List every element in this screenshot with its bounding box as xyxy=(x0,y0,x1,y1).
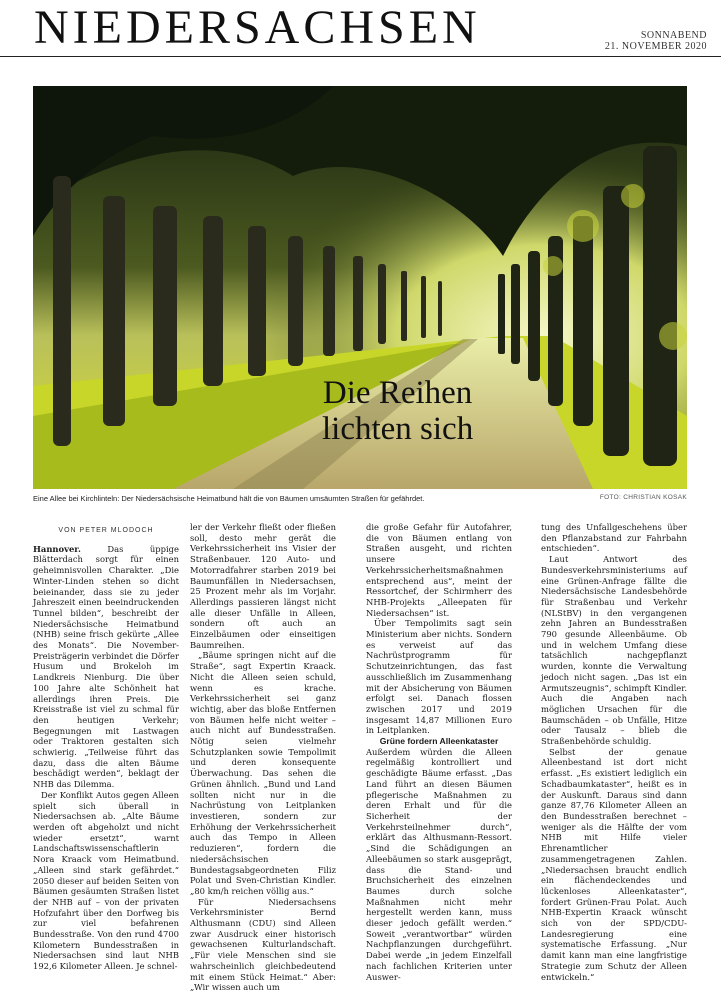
article-body xyxy=(33,522,687,993)
article-column-1 xyxy=(33,522,179,972)
paragraph: Für Niedersachsens Verkehrsminister Bernd Althusmann (CDU) sind Alleen zwar Ausdruck einer historisch gewachsenen Kulturlandschaft. „Für viele Menschen sind sie wahrscheinlich gleichbedeutend mit einem Stück Heimat.“ Aber: „Wir wissen auch um xyxy=(190,896,336,993)
article-column-3 xyxy=(366,522,512,982)
caption-row xyxy=(33,492,687,506)
byline: VON PETER MLODOCH xyxy=(58,527,154,534)
paragraph: Außerdem würden die Alleen regelmäßig kontrolliert und geschädigte Bäume erfasst. „Das Land führt an diesen Bäumen pflegerische Maßnahmen zu deren Erhalt und für die Sicherheit der Verkehrsteilnehmer durch“, erklärt das Althusmann-Ressort. „Sind die Schädigungen an Alleebäumen so stark ausgeprägt, dass die Stand- und Bruchsicherheit des einzelnen Baumes durch solche Maßnahmen nicht mehr hergestellt werden kann, muss dieser jedoch gefällt werden.“ Soweit „verantwortbar“ würden Nachpflanzungen durchgeführt. Dabei werde „in jedem Einzelfall nach fachlichen Kriterien unter Auswer- xyxy=(366,746,512,982)
paragraph: die große Gefahr für Autofahrer, die von Bäumen entlang von Straßen ausgeht, und richten unsere Verkehrssicherheitsmaßnahmen entsprechend aus“, meint der Ressortchef, der Schirmherr des NHB-Projekts „Alleepaten für Niedersachsen“ ist. xyxy=(366,522,512,618)
headline xyxy=(322,375,473,447)
photo-caption: Eine Allee bei Kirchlinteln: Der Niedersächsische Heimatbund hält die von Bäumen umsäumten Straßen für gefährdet. xyxy=(33,494,425,503)
issue-date-text: 21. NOVEMBER 2020 xyxy=(604,41,707,52)
paper-section-title: NIEDERSACHSEN xyxy=(34,1,481,54)
paragraph-text: Das üppige Blätterdach sorgt für einen geheimnisvollen Charakter. „Die Winter-Linden stehen so dicht beieinander, dass sie zu jeder Jahreszeit einen beeindruckenden Tunnel bilden“, beschreibt der Niedersächsische Heimatbund (NHB) seine frisch gekürte „Allee des Monats“. Die November-Preisträgerin verbindet die Dörfer Husum und Brokeloh im Landkreis Nienburg. Die über 100 Jahre alte Schönheit hat allerdings ihren Preis. Die Kreisstraße ist viel zu schmal für den heutigen Verkehr; Begegnungen mit Lastwagen oder Traktoren gestalten sich schwierig. „Teilweise führt das dazu, dass die alten Bäume beschädigt werden“, beklagt der NHB das Dilemma. xyxy=(33,543,179,790)
photo-credit: FOTO: CHRISTIAN KOSAK xyxy=(599,494,687,501)
paragraph: Über Tempolimits sagt sein Ministerium aber nichts. Sondern es verweist auf das Nachrüstprogramm für Schutzeinrichtungen, das fast ausschließlich im Zusammenhang mit der Absicherung von Bäumen erfolgt sei. Danach flossen zwischen 2017 und 2019 insgesamt 14,87 Millionen Euro in Leitplanken. xyxy=(366,618,512,736)
issue-date xyxy=(605,30,707,52)
masthead xyxy=(0,0,721,57)
paragraph: Der Konflikt Autos gegen Alleen spielt sich überall in Niedersachsen ab. „Alte Bäume werden oft abgeholzt und nicht wieder ersetzt“, warnt Landschaftswissenschaftlerin Nora Kraack vom Heimatbund. „Alleen sind stark gefährdet.“ 2050 dieser auf beiden Seiten von Bäumen gesäumten Straßen listet der NHB auf – von der privaten Hofzufahrt über den Dorfweg bis zur viel befahrenen Bundesstraße. Von den rund 4700 Kilometern Bundesstraßen in Niedersachsen sind laut NHB 192,6 Kilometer Alleen. Je schnel- xyxy=(33,789,179,972)
paragraph: ler der Verkehr fließt oder fließen soll, desto mehr gerät die Verkehrssicherheit ins Visier der Straßenbauer. 120 Auto- und Motorradfahrer starben 2019 bei Baumunfällen in Niedersachsen, 25 Prozent mehr als im Vorjahr. Allerdings passieren längst nicht alle dieser Unfälle in Alleen, sondern oft auch an Einzelbäumen oder einseitigen Baumreihen. xyxy=(190,522,336,650)
headline-line-1: Die Reihen xyxy=(322,375,473,411)
paragraph: „Bäume springen nicht auf die Straße“, sagt Expertin Kraack. Nicht die Alleen seien schuld, wenn es krache. Verkehrssicherheit sei ganz wichtig, aber das bloße Entfernen von Bäumen helfe nicht weiter – auch nicht auf Bundesstraßen. Nötig seien vielmehr Schutzplanken sowie Tempolimit und deren konsequente Überwachung. Das sehen die Grünen ähnlich. „Bund und Land sollten nicht nur in die Nachrüstung von Leitplanken investieren, sondern zur Erhöhung der Verkehrssicherheit auch das Tempo in Alleen reduzieren“, fordern die niedersächsischen Bundestagsabgeordneten Filiz Polat und Sven-Christian Kindler. „80 km/h reichen völlig aus.“ xyxy=(190,650,336,896)
paragraph: tung des Unfallgeschehens über den Pflanzabstand zur Fahrbahn entschieden“. xyxy=(541,522,687,554)
headline-line-2: lichten sich xyxy=(322,411,474,447)
paragraph: Selbst der genaue Alleenbestand ist dort nicht erfasst. „Es existiert lediglich ein Schadbaumkataster“, heißt es in der Auskunft. Daraus sind dann ganze 87,76 Kilometer Alleen an den Bundesstraßen berechnet – weniger als die Hälfte der vom NHB mit Hilfe vieler Ehrenamtlicher zusammengetragenen Zahlen. „Niedersachsen braucht endlich ein flächendeckendes und lückenloses Alleenkataster“, fordert Grünen-Frau Polat. Auch NHB-Expertin Kraack wünscht sich von der SPD/CDU-Landesregierung eine systematische Erfassung. „Nur damit kann man eine langfristige Strategie zum Schutz der Alleen entwickeln.“ xyxy=(541,746,687,982)
subheading: Grüne fordern Alleenkataster xyxy=(379,736,499,747)
dateline: Hannover. xyxy=(33,543,81,554)
paragraph: Laut Antwort des Bundesverkehrsministeriums auf eine Grünen-Anfrage fällte die Niedersächsische Landesbehörde für Straßenbau und Verkehr (NLStBV) in den vergangenen zehn Jahren an Bundesstraßen 790 gesunde Alleenbäume. Ob und in welchem Umfang diese tatsächlich nachgepflanzt wurden, konnte die Verwaltung jedoch nicht sagen. „Das ist ein Armutszeugnis“, schimpft Kindler. Auch die Angaben nach möglichen Ursachen für die Baumschäden – ob Unfälle, Hitze oder Tausalz – blieb die Straßenbehörde schuldig. xyxy=(541,554,687,747)
article-column-2 xyxy=(190,522,336,993)
paragraph xyxy=(33,544,179,790)
issue-day: SONNABEND xyxy=(640,30,707,41)
article-column-4 xyxy=(541,522,687,982)
